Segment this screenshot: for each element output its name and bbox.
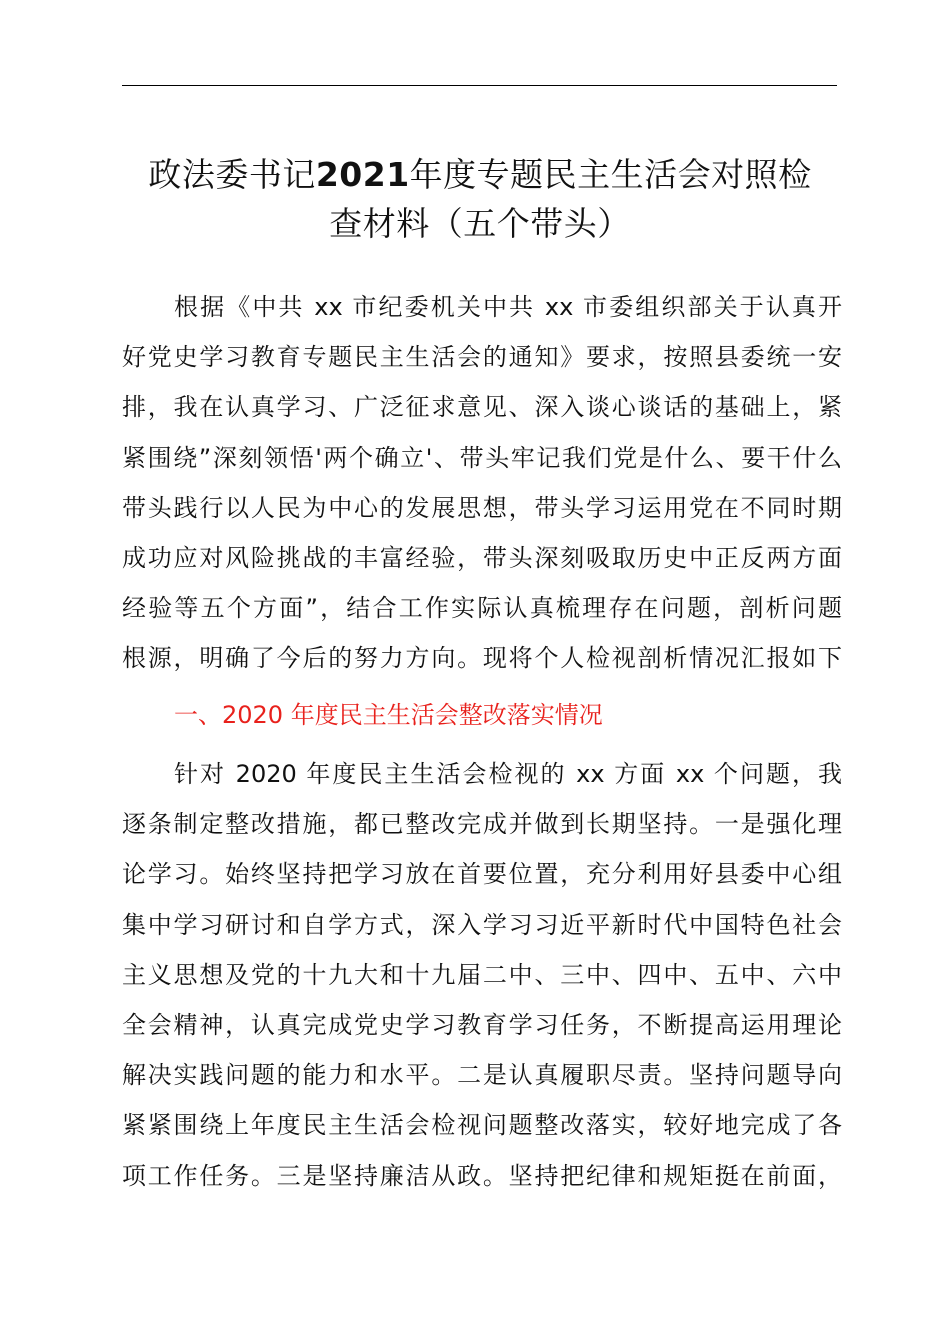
paragraph-line: 排，我在认真学习、广泛征求意见、深入谈心谈话的基础上，紧	[122, 393, 842, 422]
document-title	[110, 150, 850, 248]
section-paragraph	[122, 749, 842, 1201]
paragraph-line: 紧围绕”深刻领悟'两个确立'、带头牢记我们党是什么、要干什么	[122, 443, 842, 472]
title-suffix: 年度专题民主生活会对照检	[409, 155, 812, 194]
paragraph-line: 紧紧围绕上年度民主生活会检视问题整改落实，较好地完成了各	[122, 1111, 842, 1140]
paragraph-line: 全会精神，认真完成党史学习教育学习任务，不断提高运用理论	[122, 1010, 842, 1039]
paragraph-line: 论学习。始终坚持把学习放在首要位置，充分利用好县委中心组	[122, 860, 842, 889]
title-prefix: 政法委书记	[148, 155, 316, 194]
paragraph-line: 主义思想及党的十九大和十九届二中、三中、四中、五中、六中	[122, 960, 842, 989]
title-line-1	[110, 150, 850, 199]
section-heading: 一、2020 年度民主生活会整改落实情况	[174, 701, 603, 729]
paragraph-line: 好党史学习教育专题民主生活会的通知》要求，按照县委统一安	[122, 343, 842, 372]
header-rule	[122, 85, 837, 86]
title-year: 2021	[315, 155, 410, 194]
title-line-2: 查材料（五个带头）	[329, 204, 631, 243]
paragraph-line: 针对 2020 年度民主生活会检视的 xx 方面 xx 个问题，我	[174, 760, 842, 788]
paragraph-line: 项工作任务。三是坚持廉洁从政。坚持把纪律和规矩挺在前面，	[122, 1161, 842, 1190]
paragraph-line: 成功应对风险挑战的丰富经验，带头深刻吸取历史中正反两方面	[122, 543, 842, 572]
paragraph-line: 解决实践问题的能力和水平。二是认真履职尽责。坚持问题导向	[122, 1061, 842, 1090]
paragraph-line: 带头践行以人民为中心的发展思想，带头学习运用党在不同时期	[122, 493, 842, 522]
paragraph-line: 集中学习研讨和自学方式，深入学习习近平新时代中国特色社会	[122, 910, 842, 939]
paragraph-line: 经验等五个方面”，结合工作实际认真梳理存在问题，剖析问题	[122, 594, 842, 623]
paragraph-line: 根源，明确了今后的努力方向。现将个人检视剖析情况汇报如下	[122, 644, 842, 673]
paragraph-line: 根据《中共 xx 市纪委机关中共 xx 市委组织部关于认真开	[174, 293, 842, 321]
paragraph-line: 逐条制定整改措施，都已整改完成并做到长期坚持。一是强化理	[122, 810, 842, 839]
intro-paragraph	[122, 282, 842, 684]
